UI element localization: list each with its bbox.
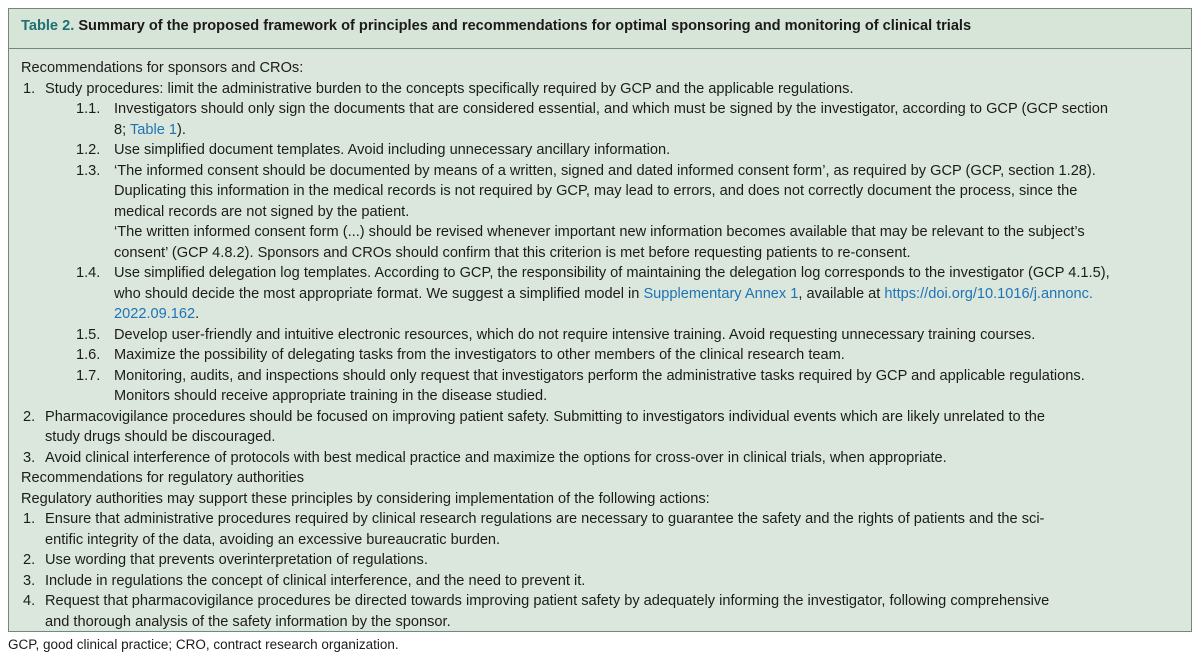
item-text-continued: medical records are not signed by the patient.	[114, 203, 410, 220]
item-text-continued	[114, 284, 1191, 305]
item-text: Pharmacovigilance procedures should be focused on improving patient safety. Submitting to investigators individual events which are likely unrelated to the	[45, 408, 1045, 425]
regulatory-item-4	[21, 591, 1191, 632]
text-fragment: , available at	[798, 285, 885, 302]
summary-table	[8, 8, 1192, 632]
item-number: 3.	[23, 572, 36, 589]
sub-item-1-3	[21, 161, 1191, 264]
table-caption	[9, 9, 1191, 49]
item-number: 1.7.	[76, 367, 101, 384]
item-text: Use simplified document templates. Avoid including unnecessary ancillary information.	[114, 142, 671, 158]
item-number: 2.	[23, 552, 36, 568]
item-text: Use simplified delegation log templates. According to GCP, the responsibility of maintaining the delegation log corresponds to the investigator (GCP 4.1.5),	[114, 265, 1110, 281]
table-1-link[interactable]: Table 1	[129, 121, 178, 138]
item-text: Ensure that administrative procedures required by clinical research regulations are necessary to guarantee the safety and the rights of patients and the sci-	[45, 511, 1045, 527]
item-text-continued: Duplicating this information in the medical records is not required by GCP, may lead to errors, and does not correctly document the process, since the	[114, 183, 1078, 199]
item-text-continued	[114, 304, 1191, 325]
sub-item-1-2	[21, 140, 1191, 161]
table-body	[9, 49, 1191, 632]
item-text: Maximize the possibility of delegating tasks from the investigators to other members of the clinical research team.	[114, 347, 845, 363]
item-number: 1.3.	[76, 162, 101, 179]
sub-item-1-1	[21, 99, 1191, 140]
regulatory-item-2	[21, 550, 1191, 571]
sub-item-1-7	[21, 366, 1191, 407]
item-number: 1.	[23, 80, 36, 97]
text-fragment: .	[195, 306, 200, 322]
text-fragment: who should decide the most appropriate format. We suggest a simplified model in	[114, 285, 644, 302]
item-number: 1.4.	[76, 265, 101, 281]
item-text: Avoid clinical interference of protocols with best medical practice and maximize the options for cross-over in clinical trials, when appropriate.	[45, 449, 947, 466]
item-text: Include in regulations the concept of clinical interference, and the need to prevent it.	[45, 572, 586, 589]
item-number: 1.2.	[76, 142, 101, 158]
sponsor-item-3	[21, 448, 1191, 469]
item-number: 1.5.	[76, 326, 101, 343]
item-text-continued: and thorough analysis of the safety information by the sponsor.	[45, 613, 451, 630]
text-fragment: 8;	[114, 121, 130, 138]
item-text-continued	[114, 120, 1191, 141]
item-text-continued: consent’ (GCP 4.8.2). Sponsors and CROs should confirm that this criterion is met before requesting patients to re-consent.	[114, 244, 911, 261]
supplementary-annex-link[interactable]: Supplementary Annex 1	[643, 285, 799, 302]
item-text-continued: ‘The written informed consent form (...) should be revised whenever important new information becomes available that may be relevant to the subject’s	[114, 224, 1085, 240]
table-footnote: GCP, good clinical practice; CRO, contract research organization.	[8, 637, 399, 652]
item-text: Request that pharmacovigilance procedures be directed towards improving patient safety by adequately informing the investigator, following comprehensive	[45, 593, 1050, 609]
sub-item-1-4	[21, 263, 1191, 325]
item-text: Use wording that prevents overinterpretation of regulations.	[45, 552, 428, 568]
regulatory-item-1	[21, 509, 1191, 550]
item-number: 1.6.	[76, 347, 101, 363]
item-text-continued: Monitors should receive appropriate training in the disease studied.	[114, 388, 548, 404]
item-number: 3.	[23, 449, 36, 466]
sub-item-1-6	[21, 345, 1191, 366]
text-fragment: ).	[177, 121, 186, 138]
item-text: Study procedures: limit the administrative burden to the concepts specifically required by GCP and the applicable regulations.	[45, 80, 854, 97]
item-number: 2.	[23, 408, 36, 425]
item-text: ‘The informed consent should be documented by means of a written, signed and dated informed consent form’, as required by GCP (GCP, section 1.28).	[114, 162, 1096, 179]
item-number: 1.	[23, 511, 36, 527]
item-text: Monitoring, audits, and inspections should only request that investigators perform the administrative tasks required by GCP and applicable regulations.	[114, 367, 1085, 384]
item-text-continued: entific integrity of the data, avoiding an excessive bureaucratic burden.	[45, 531, 501, 548]
sub-item-1-5	[21, 325, 1191, 346]
item-text: Investigators should only sign the documents that are considered essential, and which must be signed by the investigator, according to GCP (GCP section	[114, 101, 1109, 117]
doi-link[interactable]: https://doi.org/10.1016/j.annonc.	[884, 285, 1093, 302]
item-number: 1.1.	[76, 101, 101, 117]
sponsor-item-2	[21, 407, 1191, 448]
regulatory-heading: Recommendations for regulatory authorities	[21, 470, 305, 486]
sponsor-item-1	[21, 79, 1191, 100]
table-label: Table 2.	[21, 18, 75, 34]
table-title: Summary of the proposed framework of principles and recommendations for optimal sponsoring and monitoring of clinical trials	[78, 18, 972, 34]
doi-link-continued[interactable]: 2022.09.162	[114, 306, 196, 322]
item-text: Develop user-friendly and intuitive electronic resources, which do not require intensive training. Avoid requesting unnecessary training courses.	[114, 326, 1036, 343]
regulatory-intro: Regulatory authorities may support these principles by considering implementation of the following actions:	[21, 490, 710, 507]
sponsors-heading: Recommendations for sponsors and CROs:	[21, 60, 304, 76]
item-number: 4.	[23, 593, 36, 609]
regulatory-item-3	[21, 571, 1191, 592]
item-text-continued: study drugs should be discouraged.	[45, 429, 276, 445]
